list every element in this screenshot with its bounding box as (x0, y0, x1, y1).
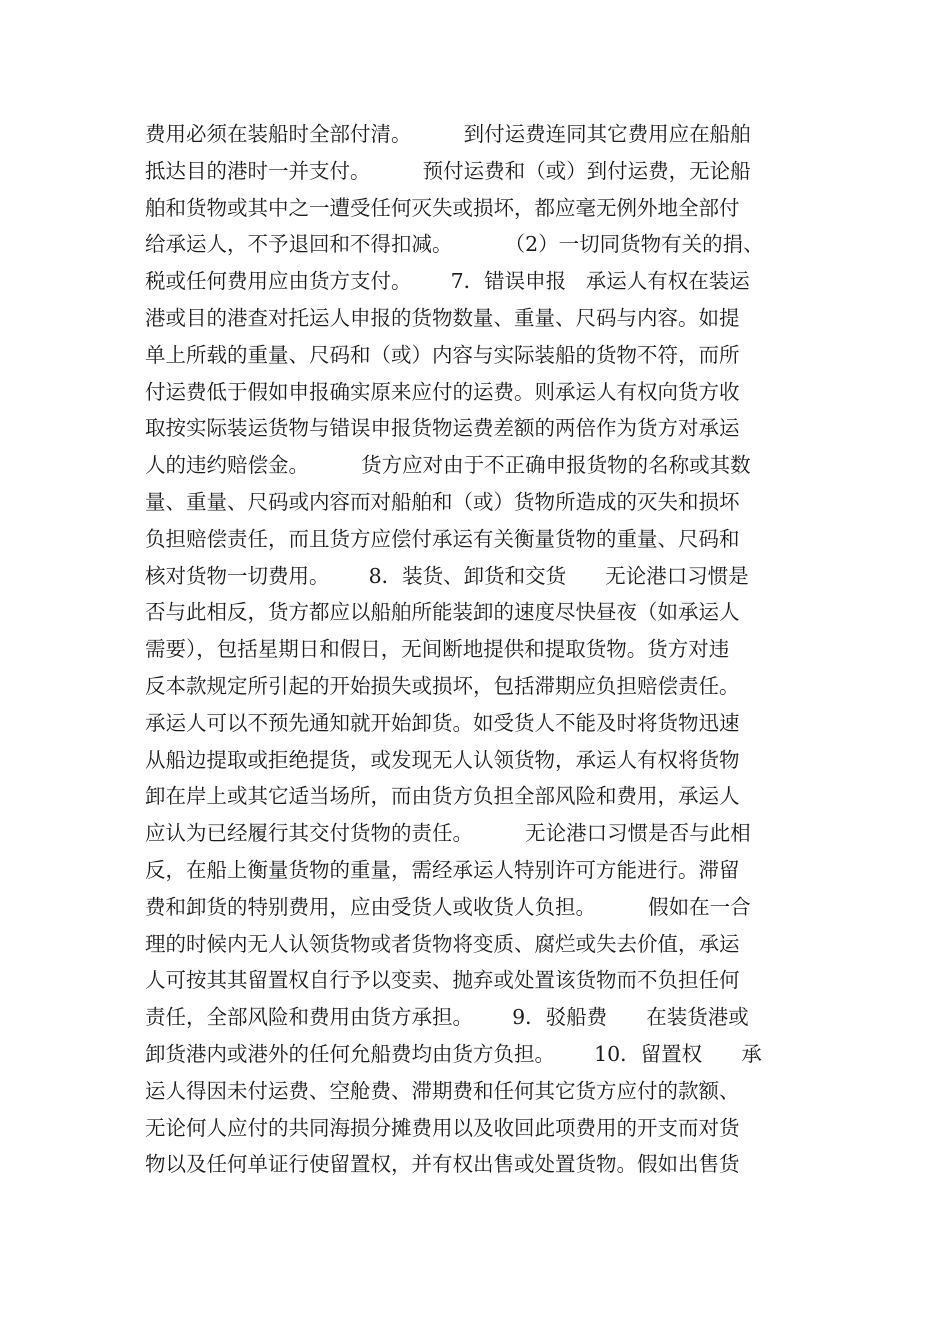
text-line-16: 反本款规定所引起的开始损失或损坏，包括滞期应负担赔偿责任。 (145, 673, 740, 698)
text-line-24: 人可按其其留置权自行予以变卖、抛弃或处置该货物而不负担任何 (145, 968, 740, 993)
text-line-15: 需要），包括星期日和假日，无间断地提供和提取货物。货方对违 (145, 637, 730, 662)
text-line-2: 抵达目的港时一并支付。 预付运费和（或）到付运费，无论船 (145, 158, 751, 183)
text-line-13: 核对货物一切费用。 8．装货、卸货和交货 无论港口习惯是 (145, 563, 749, 588)
text-line-27: 运人得因未付运费、空舱费、滞期费和任何其它货方应付的款额、 (145, 1078, 740, 1103)
text-line-28: 无论何人应付的共同海损分摊费用以及收回此项费用的开支而对货 (145, 1115, 740, 1140)
body-text (145, 116, 815, 1183)
text-line-6: 港或目的港查对托运人申报的货物数量、重量、尺码与内容。如提 (145, 305, 740, 330)
text-line-20: 应认为已经履行其交付货物的责任。 无论港口习惯是否与此相 (145, 821, 751, 846)
text-line-22: 费和卸货的特别费用，应由受货人或收货人负担。 假如在一合 (145, 894, 751, 919)
text-line-17: 承运人可以不预先通知就开始卸货。如受货人不能及时将货物迅速 (145, 710, 740, 735)
text-line-18: 从船边提取或拒绝提货，或发现无人认领货物，承运人有权将货物 (145, 747, 740, 772)
text-line-7: 单上所载的重量、尺码和（或）内容与实际装船的货物不符，而所 (145, 342, 740, 367)
text-line-4: 给承运人，不予退回和不得扣减。 （2）一切同货物有关的捐、 (145, 232, 764, 257)
text-line-3: 舶和货物或其中之一遭受任何灭失或损坏，都应毫无例外地全部付 (145, 195, 740, 220)
text-line-23: 理的时候内无人认领货物或者货物将变质、腐烂或失去价值，承运 (145, 931, 740, 956)
text-line-25: 责任，全部风险和费用由货方承担。 9．驳船费 在装货港或 (145, 1005, 749, 1030)
text-line-14: 否与此相反，货方都应以船舶所能装卸的速度尽快昼夜（如承运人 (145, 600, 740, 625)
text-line-11: 量、重量、尺码或内容而对船舶和（或）货物所造成的灭失和损坏 (145, 489, 740, 514)
text-line-21: 反，在船上衡量货物的重量，需经承运人特别许可方能进行。滞留 (145, 857, 740, 882)
text-line-1: 费用必须在装船时全部付清。 到付运费连同其它费用应在船舶 (145, 122, 751, 146)
text-line-29: 物以及任何单证行使留置权，并有权出售或处置货物。假如出售货 (145, 1152, 740, 1177)
text-line-12: 负担赔偿责任，而且货方应偿付承运有关衡量货物的重量、尺码和 (145, 526, 740, 551)
text-line-8: 付运费低于假如申报确实原来应付的运费。则承运人有权向货方收 (145, 379, 740, 404)
text-line-9: 取按实际装运货物与错误申报货物运费差额的两倍作为货方对承运 (145, 416, 740, 441)
text-line-5: 税或任何费用应由货方支付。 7．错误申报 承运人有权在装运 (145, 269, 750, 294)
text-line-26: 卸货港内或港外的任何允船费均由货方负担。 10．留置权 承 (145, 1041, 762, 1066)
text-line-19: 卸在岸上或其它适当场所，而由货方负担全部风险和费用，承运人 (145, 784, 740, 809)
text-line-10: 人的违约赔偿金。 货方应对由于不正确申报货物的名称或其数 (145, 453, 751, 478)
